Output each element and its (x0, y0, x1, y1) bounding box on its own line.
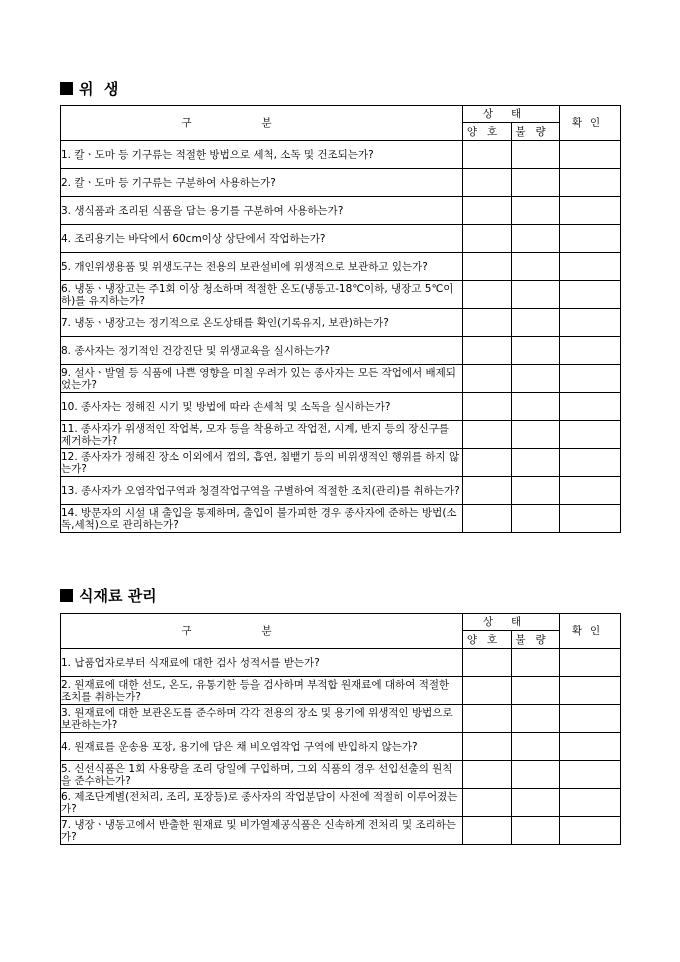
section-title-text: 위 생 (79, 80, 119, 98)
header-good: 양호 (463, 123, 512, 141)
good-check-cell[interactable] (463, 705, 512, 733)
table-row (61, 365, 621, 393)
confirm-cell[interactable] (560, 449, 621, 477)
table-row (61, 253, 621, 281)
bad-check-cell[interactable] (512, 817, 560, 845)
confirm-cell[interactable] (560, 169, 621, 197)
good-check-cell[interactable] (463, 677, 512, 705)
header-good: 양호 (463, 631, 512, 649)
table-row (61, 789, 621, 817)
checklist-item-text: 6. 냉동ㆍ냉장고는 주1회 이상 청소하며 적절한 온도(냉동고-18℃이하, 냉장고 5℃이하)를 유지하는가? (61, 281, 463, 309)
confirm-cell[interactable] (560, 309, 621, 337)
checklist-item-text: 10. 종사자는 정해진 시기 및 방법에 따라 손세척 및 소독을 실시하는가? (61, 393, 463, 421)
black-square-icon (60, 589, 73, 602)
checklist-item-text: 7. 냉장ㆍ냉동고에서 반출한 원재료 및 비가열제공식품은 신속하게 전처리 및 조리하는가? (61, 817, 463, 845)
good-check-cell[interactable] (463, 337, 512, 365)
ingredients-checklist-table (60, 613, 621, 845)
good-check-cell[interactable] (463, 477, 512, 505)
good-check-cell[interactable] (463, 733, 512, 761)
confirm-cell[interactable] (560, 141, 621, 169)
bad-check-cell[interactable] (512, 169, 560, 197)
confirm-cell[interactable] (560, 705, 621, 733)
good-check-cell[interactable] (463, 761, 512, 789)
checklist-item-text: 9. 설사ㆍ발열 등 식품에 나쁜 영향을 미칠 우려가 있는 종사자는 모든 작업에서 배제되었는가? (61, 365, 463, 393)
bad-check-cell[interactable] (512, 337, 560, 365)
good-check-cell[interactable] (463, 253, 512, 281)
table-row (61, 449, 621, 477)
confirm-cell[interactable] (560, 789, 621, 817)
checklist-item-text: 3. 원재료에 대한 보관온도를 준수하며 각각 전용의 장소 및 용기에 위생적인 방법으로 보관하는가? (61, 705, 463, 733)
bad-check-cell[interactable] (512, 253, 560, 281)
table-row (61, 761, 621, 789)
bad-check-cell[interactable] (512, 505, 560, 533)
table-row (61, 817, 621, 845)
table-row (61, 225, 621, 253)
hygiene-checklist-table (60, 105, 621, 533)
good-check-cell[interactable] (463, 393, 512, 421)
checklist-item-text: 1. 칼ㆍ도마 등 기구류는 적절한 방법으로 세척, 소독 및 건조되는가? (61, 141, 463, 169)
bad-check-cell[interactable] (512, 649, 560, 677)
table-row (61, 197, 621, 225)
table-row (61, 281, 621, 309)
bad-check-cell[interactable] (512, 225, 560, 253)
checklist-item-text: 13. 종사자가 오염작업구역과 청결작업구역을 구별하여 적절한 조치(관리)를 취하는가? (61, 477, 463, 505)
checklist-item-text: 5. 개인위생용품 및 위생도구는 전용의 보관설비에 위생적으로 보관하고 있는가? (61, 253, 463, 281)
table-row (61, 421, 621, 449)
table-row (61, 505, 621, 533)
good-check-cell[interactable] (463, 649, 512, 677)
good-check-cell[interactable] (463, 789, 512, 817)
bad-check-cell[interactable] (512, 141, 560, 169)
table-row (61, 477, 621, 505)
checklist-item-text: 1. 납품업자로부터 식재료에 대한 검사 성적서를 받는가? (61, 649, 463, 677)
good-check-cell[interactable] (463, 365, 512, 393)
table-row (61, 733, 621, 761)
header-confirm: 확인 (560, 106, 621, 141)
checklist-item-text: 4. 원재료를 운송용 포장, 용기에 담은 채 비오염작업 구역에 반입하지 않는가? (61, 733, 463, 761)
confirm-cell[interactable] (560, 677, 621, 705)
header-category: 구분 (61, 614, 463, 649)
header-state: 상태 (463, 614, 560, 631)
table-row (61, 393, 621, 421)
bad-check-cell[interactable] (512, 197, 560, 225)
confirm-cell[interactable] (560, 253, 621, 281)
confirm-cell[interactable] (560, 365, 621, 393)
good-check-cell[interactable] (463, 197, 512, 225)
checklist-item-text: 11. 종사자가 위생적인 작업복, 모자 등을 착용하고 작업전, 시계, 반지 등의 장신구를 제거하는가? (61, 421, 463, 449)
bad-check-cell[interactable] (512, 393, 560, 421)
checklist-item-text: 8. 종사자는 정기적인 건강진단 및 위생교육을 실시하는가? (61, 337, 463, 365)
good-check-cell[interactable] (463, 817, 512, 845)
bad-check-cell[interactable] (512, 733, 560, 761)
table-row (61, 649, 621, 677)
bad-check-cell[interactable] (512, 449, 560, 477)
bad-check-cell[interactable] (512, 789, 560, 817)
checklist-item-text: 6. 제조단계별(전처리, 조리, 포장등)로 종사자의 작업분담이 사전에 적절히 이루어졌는가? (61, 789, 463, 817)
black-square-icon (60, 82, 73, 95)
confirm-cell[interactable] (560, 649, 621, 677)
confirm-cell[interactable] (560, 817, 621, 845)
checklist-item-text: 14. 방문자의 시설 내 출입을 통제하며, 출입이 불가피한 경우 종사자에 준하는 방법(소독,세척)으로 관리하는가? (61, 505, 463, 533)
checklist-item-text: 7. 냉동ㆍ냉장고는 정기적으로 온도상태를 확인(기록유지, 보관)하는가? (61, 309, 463, 337)
good-check-cell[interactable] (463, 169, 512, 197)
good-check-cell[interactable] (463, 505, 512, 533)
header-state: 상태 (463, 106, 560, 123)
table-row (61, 337, 621, 365)
good-check-cell[interactable] (463, 281, 512, 309)
confirm-cell[interactable] (560, 421, 621, 449)
confirm-cell[interactable] (560, 281, 621, 309)
good-check-cell[interactable] (463, 309, 512, 337)
bad-check-cell[interactable] (512, 705, 560, 733)
section-title-ingredients (60, 585, 157, 606)
table-row (61, 169, 621, 197)
checklist-item-text: 12. 종사자가 정해진 장소 이외에서 껌의, 흡연, 침뱉기 등의 비위생적인 행위를 하지 않는가? (61, 449, 463, 477)
good-check-cell[interactable] (463, 141, 512, 169)
confirm-cell[interactable] (560, 505, 621, 533)
confirm-cell[interactable] (560, 225, 621, 253)
bad-check-cell[interactable] (512, 309, 560, 337)
checklist-item-text: 5. 신선식품은 1회 사용량을 조리 당일에 구입하며, 그외 식품의 경우 선입선출의 원칙을 준수하는가? (61, 761, 463, 789)
good-check-cell[interactable] (463, 449, 512, 477)
bad-check-cell[interactable] (512, 421, 560, 449)
confirm-cell[interactable] (560, 477, 621, 505)
bad-check-cell[interactable] (512, 677, 560, 705)
table-row (61, 141, 621, 169)
bad-check-cell[interactable] (512, 281, 560, 309)
bad-check-cell[interactable] (512, 477, 560, 505)
header-bad: 불량 (512, 631, 560, 649)
checklist-item-text: 2. 원재료에 대한 선도, 온도, 유통기한 등을 검사하며 부적합 원재료에 대하여 적절한 조치를 취하는가? (61, 677, 463, 705)
good-check-cell[interactable] (463, 421, 512, 449)
header-category: 구분 (61, 106, 463, 141)
header-bad: 불량 (512, 123, 560, 141)
table-row (61, 309, 621, 337)
good-check-cell[interactable] (463, 225, 512, 253)
checklist-item-text: 2. 칼ㆍ도마 등 기구류는 구분하여 사용하는가? (61, 169, 463, 197)
table-row (61, 677, 621, 705)
confirm-cell[interactable] (560, 761, 621, 789)
bad-check-cell[interactable] (512, 365, 560, 393)
checklist-item-text: 4. 조리용기는 바닥에서 60cm이상 상단에서 작업하는가? (61, 225, 463, 253)
confirm-cell[interactable] (560, 733, 621, 761)
section-title-hygiene (60, 78, 118, 99)
confirm-cell[interactable] (560, 337, 621, 365)
confirm-cell[interactable] (560, 393, 621, 421)
confirm-cell[interactable] (560, 197, 621, 225)
bad-check-cell[interactable] (512, 761, 560, 789)
section-title-text: 식재료 관리 (79, 587, 157, 605)
table-row (61, 705, 621, 733)
checklist-item-text: 3. 생식품과 조리된 식품을 담는 용기를 구분하여 사용하는가? (61, 197, 463, 225)
header-confirm: 확인 (560, 614, 621, 649)
